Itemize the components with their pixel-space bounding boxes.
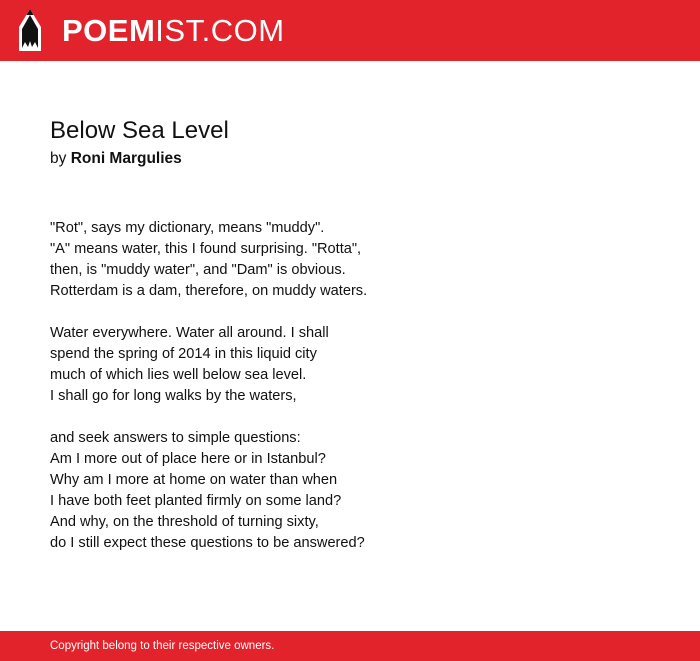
poem-line: Water everywhere. Water all around. I shall (50, 325, 329, 341)
poem-line: I have both feet planted firmly on some land? (50, 493, 342, 509)
byline-prefix: by (50, 150, 67, 167)
poem-line: and seek answers to simple questions: (50, 430, 301, 446)
logo-light-text: IST.COM (155, 13, 285, 48)
poem-line: Am I more out of place here or in Istanbul? (50, 451, 326, 467)
poem-line: And why, on the threshold of turning sixty, (50, 514, 319, 530)
poem-body (50, 218, 650, 575)
poem-line: do I still expect these questions to be answered? (50, 535, 365, 551)
pencil-logo-icon[interactable] (17, 9, 43, 51)
poem-stanza-2 (50, 323, 650, 407)
poem-author: Roni Margulies (70, 150, 182, 167)
site-header (0, 0, 700, 61)
logo-bold-text: POEM (62, 13, 156, 48)
site-logo[interactable] (62, 13, 285, 49)
poem-line: much of which lies well below sea level. (50, 367, 307, 383)
poem-byline (50, 148, 182, 170)
copyright-text: Copyright belong to their respective owners. (50, 640, 275, 652)
poem-stanza-3 (50, 428, 650, 554)
poem-line: I shall go for long walks by the waters, (50, 388, 297, 404)
poem-line: Rotterdam is a dam, therefore, on muddy waters. (50, 283, 368, 299)
poem-stanza-1 (50, 218, 650, 302)
poem-line: spend the spring of 2014 in this liquid city (50, 346, 317, 362)
poem-line: Why am I more at home on water than when (50, 472, 338, 488)
poem-line: "A" means water, this I found surprising. "Rotta", (50, 241, 362, 257)
poem-line: "Rot", says my dictionary, means "muddy". (50, 220, 325, 236)
poem-title: Below Sea Level (50, 117, 229, 144)
site-footer (0, 631, 700, 661)
poem-line: then, is "muddy water", and "Dam" is obvious. (50, 262, 346, 278)
